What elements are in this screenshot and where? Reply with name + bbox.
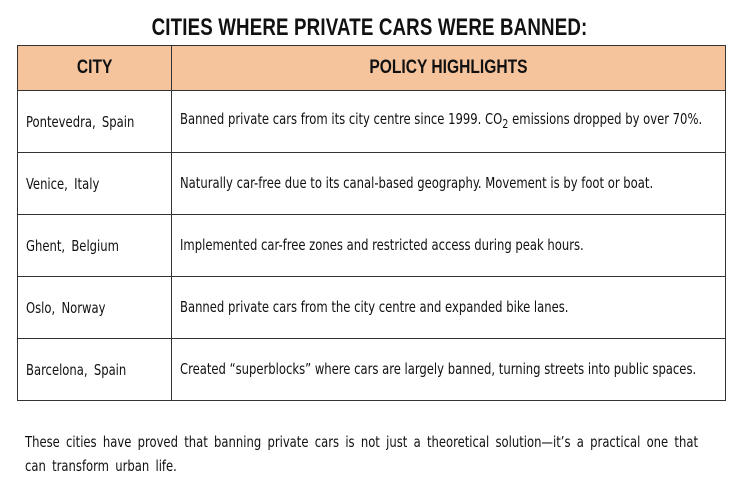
table-row <box>18 153 726 215</box>
city-cell: Ghent, Belgium <box>18 215 172 277</box>
footer-note: These cities have proved that banning private cars is not just a theoretical solution—it’s a practical one that can transform urban life. <box>25 433 699 475</box>
city-cell: Venice, Italy <box>18 153 172 215</box>
policy-cell <box>172 91 726 153</box>
cities-table <box>17 45 726 401</box>
header-city: CITY <box>18 46 172 91</box>
page-title: CITIES WHERE PRIVATE CARS WERE BANNED: <box>151 14 588 41</box>
policy-text-part: Banned private cars from its city centre since 1999. CO <box>180 110 503 128</box>
table-row <box>18 215 726 277</box>
policy-cell: Implemented car-free zones and restricted access during peak hours. <box>172 215 726 277</box>
policy-cell: Created “superblocks” where cars are largely banned, turning streets into public spaces. <box>172 339 726 401</box>
policy-cell: Banned private cars from the city centre and expanded bike lanes. <box>172 277 726 339</box>
header-policy: POLICY HIGHLIGHTS <box>172 46 726 91</box>
city-cell: Pontevedra, Spain <box>18 91 172 153</box>
policy-text-part: emissions dropped by over 70%. <box>508 110 703 128</box>
table-row <box>18 91 726 153</box>
table-row <box>18 339 726 401</box>
city-cell: Barcelona, Spain <box>18 339 172 401</box>
table-header-row <box>18 46 726 91</box>
table-row <box>18 277 726 339</box>
co2-subscript: 2 <box>502 116 509 131</box>
city-cell: Oslo, Norway <box>18 277 172 339</box>
policy-cell: Naturally car-free due to its canal-based geography. Movement is by foot or boat. <box>172 153 726 215</box>
